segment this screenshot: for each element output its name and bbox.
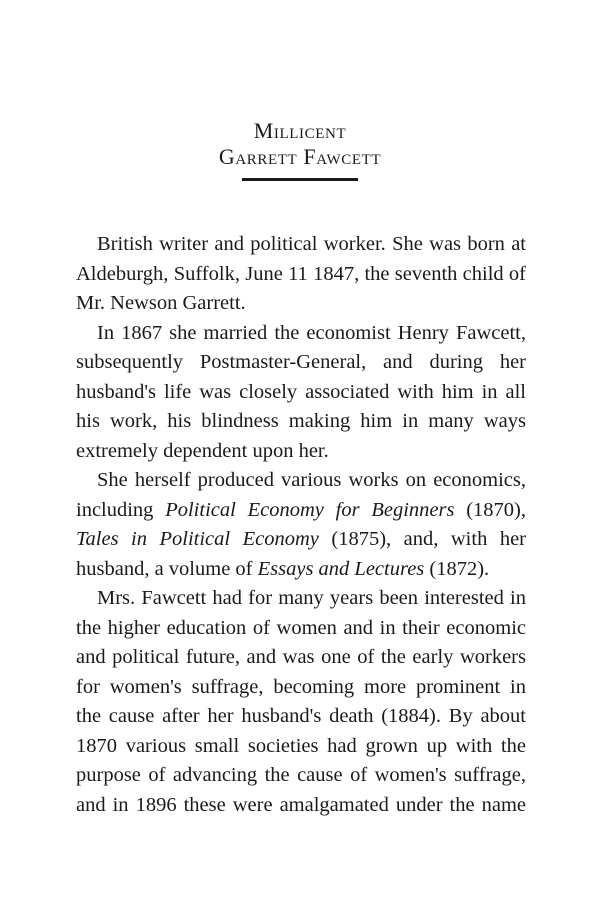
chapter-heading: [0, 118, 600, 181]
paragraph-2: In 1867 she married the economist Henry Fawcett, subsequently Postmaster-General, and during her husband's life was closely associated with him in all his work, his blindness making him in many ways extremely dependent upon her.: [76, 321, 526, 462]
paragraph-3-text-1: She herself produced various works on economics, including: [76, 469, 526, 521]
body-text: [76, 230, 526, 820]
paragraph-3-text-2: (1870),: [454, 498, 527, 521]
heading-rule: [242, 178, 358, 181]
paragraph-3: [76, 466, 526, 584]
book-title-tales-in-political-economy: Tales in Political Economy: [76, 528, 319, 550]
heading-line-2: Garrett Fawcett: [218, 144, 382, 169]
paragraph-3-text-4: (1872).: [424, 557, 490, 580]
paragraph-1: British writer and political worker. She was born at Aldeburgh, Suffolk, June 11 1847, the seventh child of Mr. Newson Garrett.: [76, 233, 526, 314]
heading-line-1: Millicent: [253, 118, 347, 143]
paragraph-4: Mrs. Fawcett had for many years been interested in the higher education of women and in their economic and political future, and was one of the early workers for women's suffrage, becoming more prominent in the cause after her husband's death (1884). By about 1870 various small societies had grown up with the purpose of advancing the cause of women's suffrage, and in 1896 these were amalgamated under the name: [76, 587, 526, 816]
paragraph-3-text-3: (1875), and, with her husband, a volume of: [76, 528, 526, 580]
book-title-essays-and-lectures: Essays and Lectures: [257, 557, 425, 580]
book-title-political-economy-for-beginners: Political Economy for Beginners: [165, 498, 455, 521]
